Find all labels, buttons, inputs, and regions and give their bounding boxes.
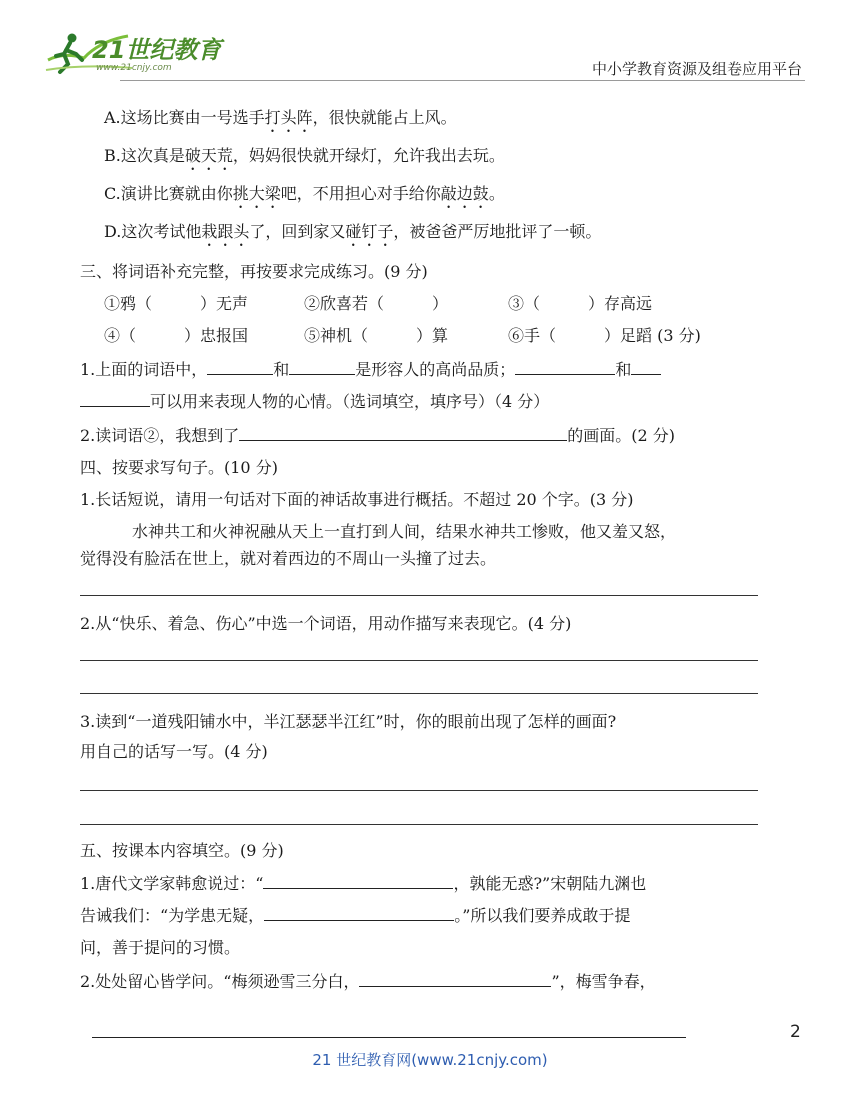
answer-blank[interactable] (264, 906, 454, 921)
idiom-3: ③（ ）存高远 (508, 294, 653, 313)
answer-blank[interactable] (289, 360, 355, 375)
logo-url: www.21cnjy.com (96, 63, 172, 73)
idiom-5: ⑤神机（ ）算 (304, 326, 449, 345)
story-line-1: 水神共工和火神祝融从天上一直打到人间，结果水神共工惨败，他又羞又怒， (132, 522, 677, 541)
dotted-phrase: 栽跟头 (201, 222, 250, 241)
answer-blank[interactable] (359, 972, 551, 987)
section5-title: 五、按课本内容填空。(9 分) (80, 841, 284, 860)
page-header (0, 0, 860, 90)
footer-site-link[interactable]: 21 世纪教育网(www.21cnjy.com) (312, 1051, 548, 1069)
answer-blank[interactable] (263, 874, 453, 889)
section5-q2: 2.处处留心皆学问。“梅须逊雪三分白， ”，梅雪争春， (80, 972, 656, 991)
dotted-phrase: 打头阵 (264, 108, 313, 127)
answer-line[interactable] (80, 595, 758, 596)
section4-q1: 1.长话短说，请用一句话对下面的神话故事进行概括。不超过 20 个字。(3 分) (80, 490, 634, 509)
section5-q1-line3: 问，善于提问的习惯。 (80, 938, 241, 957)
option-d: D.这次考试他栽跟头了，回到家又碰钉子，被爸爸严厉地批评了一顿。 (104, 222, 602, 241)
section3-q2: 2.读词语②，我想到了 的画面。(2 分) (80, 426, 676, 445)
option-c: C.演讲比赛就由你挑大梁吧，不用担心对手给你敲边鼓。 (104, 184, 505, 203)
section3-q1-line1: 1.上面的词语中， 和 是形容人的高尚品质； 和 (80, 357, 661, 380)
section5-q1-line2: 告诫我们：“为学患无疑， 。”所以我们要养成敢于提 (80, 906, 631, 925)
idiom-4: ④（ ）忠报国 (104, 326, 249, 345)
section3-q1-line2: 可以用来表现人物的心情。（选词填空，填序号）（4 分） (80, 389, 549, 412)
idiom-6: ⑥手（ ）足蹈 (3 分) (508, 326, 701, 345)
answer-line[interactable] (80, 660, 758, 661)
answer-line[interactable] (80, 824, 758, 825)
page-number: 2 (790, 1022, 801, 1042)
logo-text: 21世纪教育 (92, 36, 222, 64)
platform-title: 中小学教育资源及组卷应用平台 (591, 60, 802, 78)
section4-q3-line1: 3.读到“一道残阳铺水中，半江瑟瑟半江红”时，你的眼前出现了怎样的画面? (80, 712, 617, 731)
answer-blank[interactable] (239, 426, 567, 441)
section4-title: 四、按要求写句子。(10 分) (80, 458, 278, 477)
answer-blank[interactable] (207, 360, 273, 375)
footer-divider (92, 1037, 686, 1038)
header-divider (120, 80, 805, 81)
section3-title: 三、将词语补充完整，再按要求完成练习。(9 分) (80, 262, 428, 281)
section5-q1-line1: 1.唐代文学家韩愈说过：“ ，孰能无惑?”宋朝陆九渊也 (80, 874, 647, 893)
story-line-2: 觉得没有脸活在世上，就对着西边的不周山一头撞了过去。 (80, 549, 497, 568)
option-a: A.这场比赛由一号选手打头阵，很快就能占上风。 (104, 108, 457, 127)
option-b: B.这次真是破天荒，妈妈很快就开绿灯，允许我出去玩。 (104, 146, 505, 165)
answer-blank[interactable] (80, 392, 150, 407)
answer-line[interactable] (80, 790, 758, 791)
dotted-phrase: 碰钉子 (345, 222, 394, 241)
answer-blank[interactable] (515, 360, 615, 375)
idiom-2: ②欣喜若（ ） (304, 294, 449, 313)
idiom-1: ①鸦（ ）无声 (104, 294, 249, 313)
dotted-phrase: 破天荒 (184, 146, 233, 165)
dotted-phrase: 挑大梁 (232, 184, 281, 203)
section4-q2: 2.从“快乐、着急、伤心”中选一个词语，用动作描写来表现它。(4 分) (80, 614, 572, 633)
answer-blank[interactable] (631, 360, 661, 375)
answer-line[interactable] (80, 693, 758, 694)
section4-q3-line2: 用自己的话写一写。(4 分) (80, 742, 268, 761)
dotted-phrase: 敲边鼓 (440, 184, 489, 203)
